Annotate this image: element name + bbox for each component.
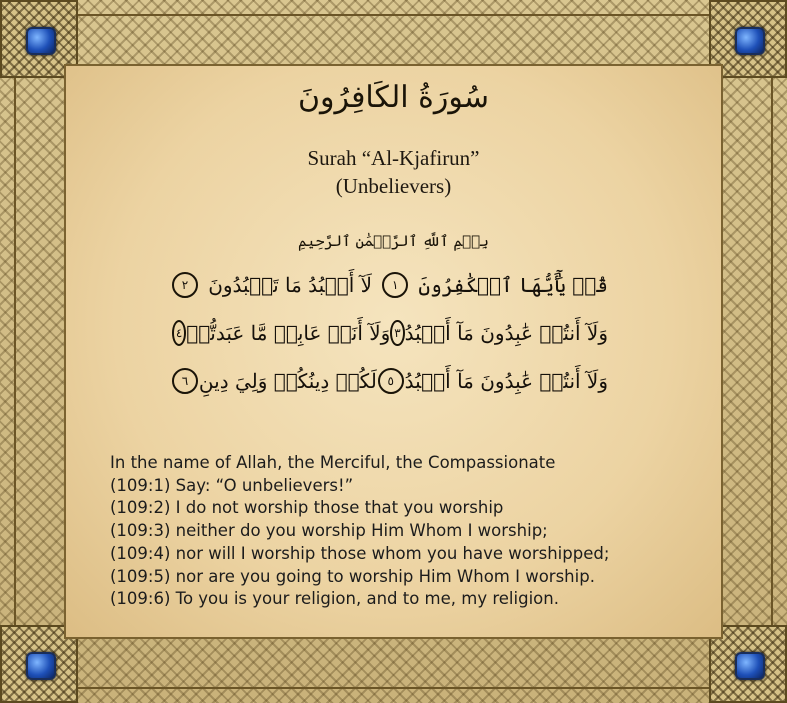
translation-verse-1: (109:1) Say: “O unbelievers!” (110, 475, 354, 495)
basmala-arabic: بِسۡمِ ٱللَّهِ ٱلرَّحۡمَٰنِ ٱلرَّحِيمِ (298, 232, 489, 250)
ayah-number-marker: ٤ (172, 320, 186, 346)
arabic-verse-text: لَكُمۡ دِينُكُمۡ وَلِيَ دِينِ (198, 369, 377, 393)
arabic-verse-text: وَلَآ أَنتُمۡ عَٰبِدُونَ مَآ أَعۡبُدُ (404, 321, 608, 345)
blue-gem-icon (26, 27, 56, 55)
blue-gem-icon (26, 652, 56, 680)
arabic-verse-text: قُلۡ يَٰٓأَيُّهَا ٱلۡكَٰفِرُونَ (418, 273, 608, 297)
blue-gem-icon (735, 652, 765, 680)
arabic-verse-text: وَلَآ أَنَا۠ عَابِدٞ مَّا عَبَدتُّمۡ (186, 321, 391, 345)
translation-verse-5: (109:5) nor are you going to worship Him Whom I worship. (110, 566, 595, 586)
translation-verse-3: (109:3) neither do you worship Him Whom I worship; (110, 521, 548, 541)
translation-verse-4: (109:4) nor will I worship those whom you have worshipped; (110, 543, 610, 563)
ayah-number-marker: ٥ (378, 368, 404, 394)
translation-basmala: In the name of Allah, the Merciful, the Compassionate (110, 453, 556, 472)
translation-verse-6: (109:6) To you is your religion, and to me, my religion. (110, 589, 559, 609)
translation-verse-2: (109:2) I do not worship those that you worship (110, 498, 504, 518)
ayah-number-marker: ٣ (390, 320, 404, 346)
surah-title-english-line1: Surah “Al-Kjafirun” (307, 146, 480, 170)
english-translation (110, 452, 710, 611)
parchment-panel (64, 64, 723, 639)
blue-gem-icon (735, 27, 765, 55)
arabic-verse-line (172, 320, 608, 346)
ayah-number-marker: ٢ (172, 272, 198, 298)
arabic-verse-text: وَلَآ أَنتُمۡ عَٰبِدُونَ مَآ أَعۡبُدُ (404, 369, 608, 393)
arabic-verse-line (172, 272, 608, 298)
surah-title-english (66, 144, 721, 200)
surah-title-english-line2: (Unbelievers) (335, 174, 452, 198)
arabic-verse-line (172, 368, 608, 394)
surah-title-arabic: سُورَةُ الكَافِرُونَ (298, 80, 489, 115)
arabic-verse-text: لَآ أَعۡبُدُ مَا تَعۡبُدُونَ (208, 273, 373, 297)
ayah-number-marker: ١ (382, 272, 408, 298)
ayah-number-marker: ٦ (172, 368, 198, 394)
